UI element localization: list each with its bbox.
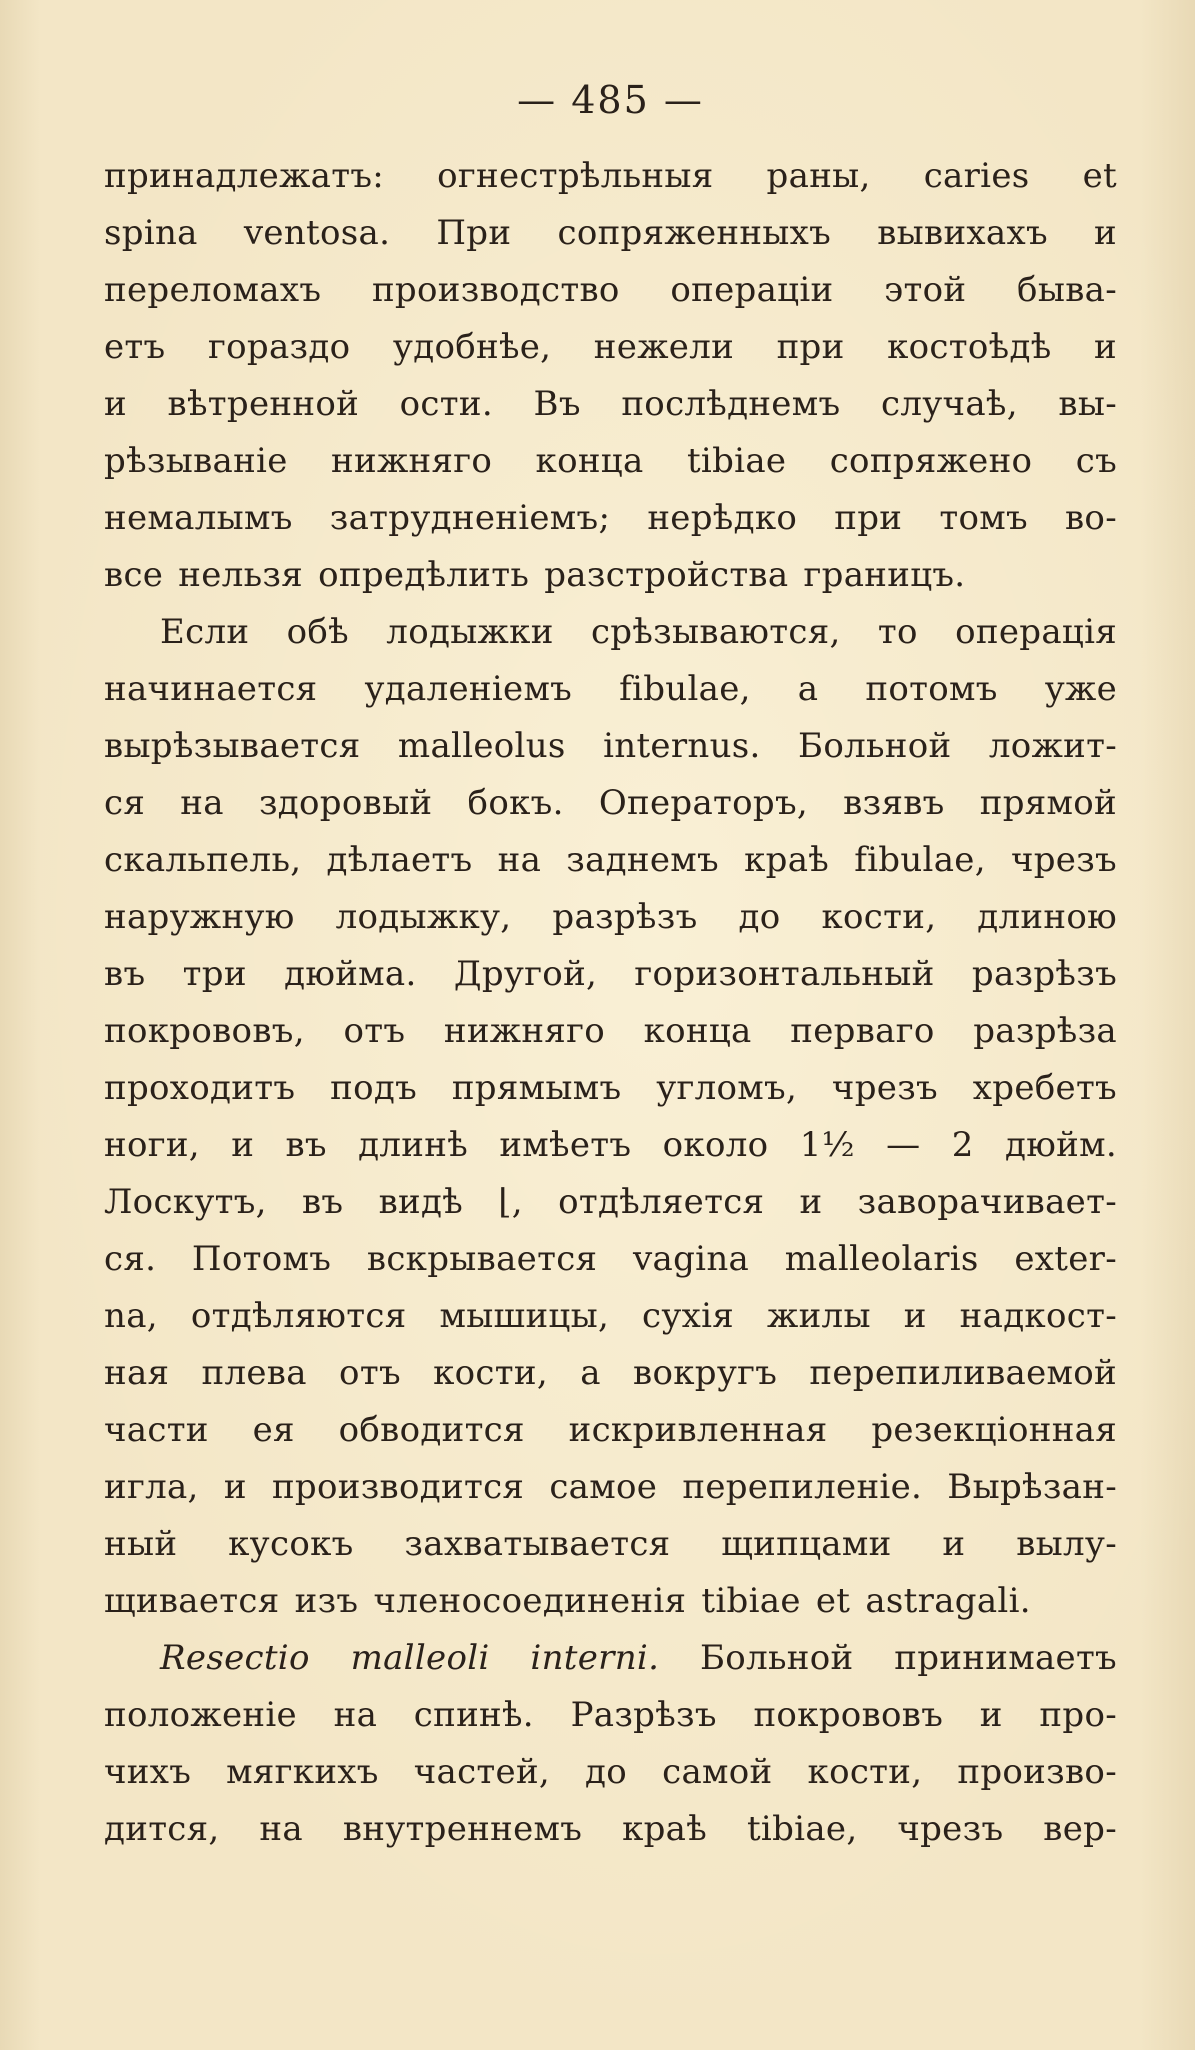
page-number: — 485 — bbox=[517, 78, 704, 122]
text-line: ная плева отъ кости, а вокругъ перепиливаемой bbox=[104, 1353, 1117, 1393]
text-line: въ три дюйма. Другой, горизонтальный разрѣзъ bbox=[104, 954, 1117, 994]
paragraph-3 bbox=[104, 1630, 1117, 1858]
text-line: наружную лодыжку, разрѣзъ до кости, длиною bbox=[104, 897, 1117, 937]
page-body bbox=[104, 148, 1117, 1858]
text-line: рѣзываніе нижняго конца tibiae сопряжено съ bbox=[104, 441, 1117, 481]
text-line: вырѣзывается malleolus internus. Больной ложит- bbox=[104, 726, 1117, 766]
text-line: ноги, и въ длинѣ имѣетъ около 1½ — 2 дюйм. bbox=[104, 1125, 1117, 1165]
text-line: покрововъ, отъ нижняго конца перваго разрѣза bbox=[104, 1011, 1117, 1051]
text-line: чихъ мягкихъ частей, до самой кости, произво- bbox=[104, 1752, 1117, 1792]
paragraph-1 bbox=[104, 148, 1117, 604]
text-line: дится, на внутреннемъ краѣ tibiae, чрезъ вер- bbox=[104, 1809, 1117, 1849]
text-line: и вѣтренной ости. Въ послѣднемъ случаѣ, вы- bbox=[104, 384, 1117, 424]
text-line: na, отдѣляются мышицы, сухія жилы и надкост- bbox=[104, 1296, 1117, 1336]
text-line: принадлежатъ: огнестрѣльныя раны, caries et bbox=[104, 156, 1117, 196]
text-line: ся на здоровый бокъ. Операторъ, взявъ прямой bbox=[104, 783, 1117, 823]
text-line: начинается удаленіемъ fibulae, а потомъ уже bbox=[104, 669, 1117, 709]
text-line: spina ventosa. При сопряженныхъ вывихахъ и bbox=[104, 213, 1117, 253]
text-line bbox=[104, 1630, 1117, 1687]
text-line: немалымъ затрудненіемъ; нерѣдко при томъ во- bbox=[104, 498, 1117, 538]
text-line: щивается изъ членосоединенія tibiae et astragali. bbox=[104, 1581, 1031, 1621]
text-line: етъ гораздо удобнѣе, нежели при костоѣдѣ и bbox=[104, 327, 1117, 367]
paragraph-2 bbox=[104, 604, 1117, 1630]
text-line: Если обѣ лодыжки срѣзываются, то операція bbox=[160, 612, 1117, 652]
text-line: ный кусокъ захватывается щипцами и вылу- bbox=[104, 1524, 1117, 1564]
text-line: скальпель, дѣлаетъ на заднемъ краѣ fibulae, чрезъ bbox=[104, 840, 1117, 880]
text-line: переломахъ производство операціи этой быва- bbox=[104, 270, 1117, 310]
text-line: все нельзя опредѣлить разстройства границъ. bbox=[104, 555, 966, 595]
text-line: положеніе на спинѣ. Разрѣзъ покрововъ и про- bbox=[104, 1695, 1117, 1735]
text-line: части ея обводится искривленная резекціонная bbox=[104, 1410, 1117, 1450]
italic-heading: Resectio malleoli interni. bbox=[160, 1638, 660, 1678]
text-run: Больной принимаетъ bbox=[700, 1638, 1117, 1678]
text-line: игла, и производится самое перепиленіе. Вырѣзан- bbox=[104, 1467, 1117, 1507]
text-line: проходитъ подъ прямымъ угломъ, чрезъ хребетъ bbox=[104, 1068, 1117, 1108]
text-line: ся. Потомъ вскрывается vagina malleolaris exter- bbox=[104, 1239, 1117, 1279]
text-line: Лоскутъ, въ видѣ ⌊, отдѣляется и заворачивает- bbox=[104, 1182, 1117, 1222]
